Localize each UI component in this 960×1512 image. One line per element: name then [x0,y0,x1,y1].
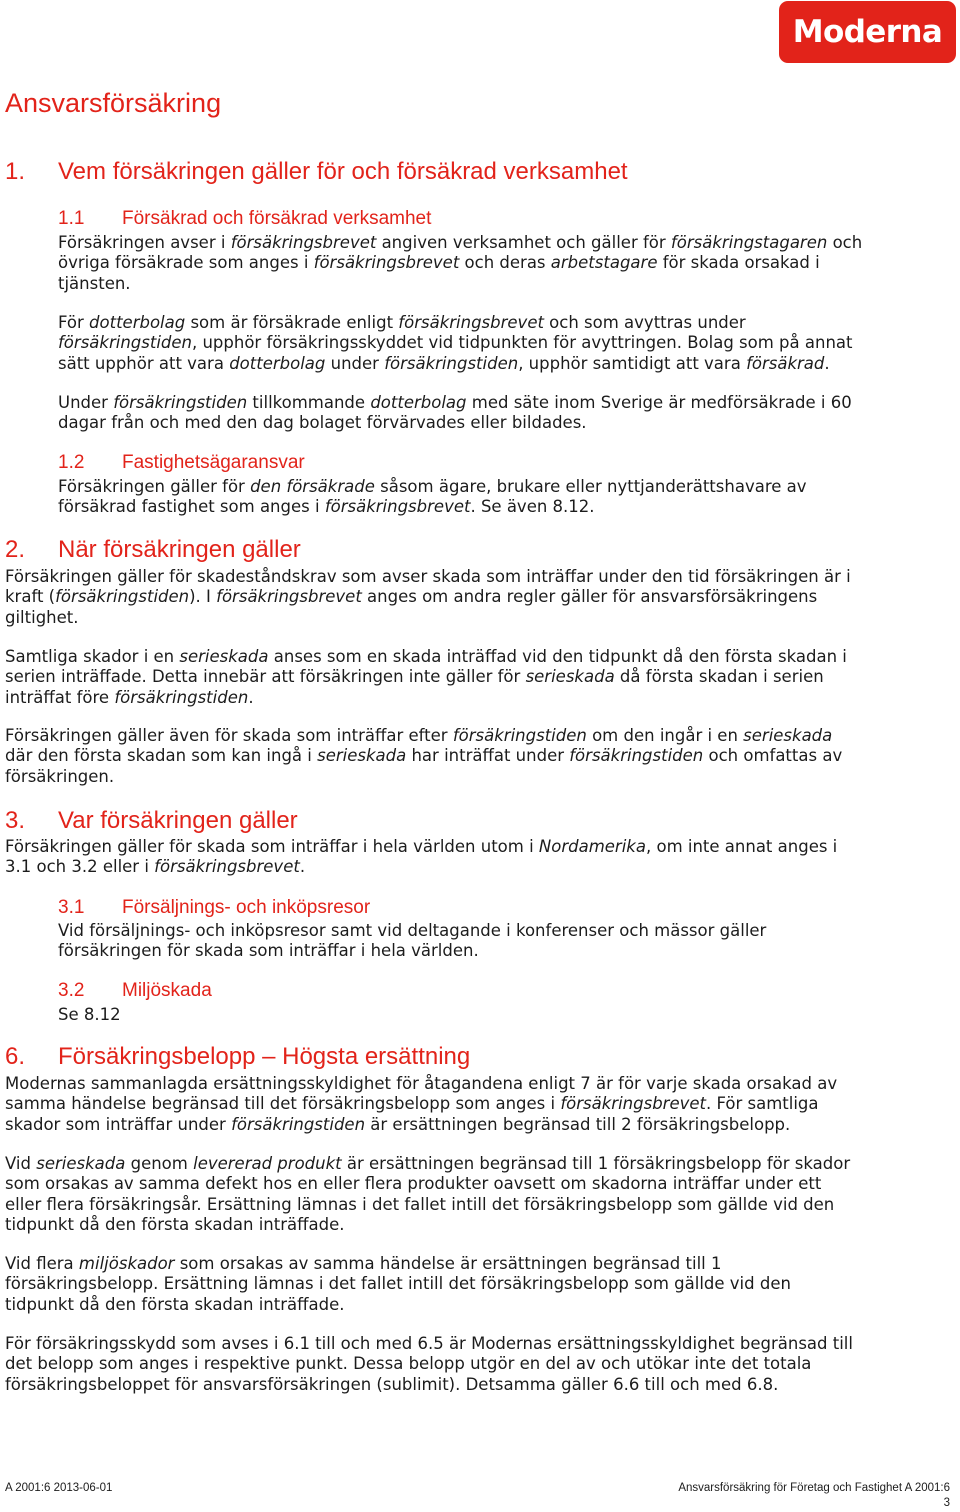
text-run: med säte inom Sverige är medförsäkrade i 60 [466,393,852,412]
defined-term: försäkringstiden [384,353,519,373]
text-run: samma händelse begränsad till det försäkringsbelopp som anges i [5,1094,561,1114]
defined-term: försäkringsbrevet [313,253,460,273]
text-run: skador som inträffar under [5,1114,232,1134]
defined-term: försäkringstiden [452,726,587,745]
text-line [5,1334,853,1354]
text-run: som orsakas av samma händelse är ersättningen begränsad till 1 [174,1254,722,1273]
text-run: som orsakas av samma defekt hos en eller flera produkter oavsett om skadorna inträffar under ett [5,1174,822,1194]
defined-term: försäkringsbrevet [560,1094,706,1114]
subsection-heading [58,207,431,231]
text-line [5,1215,850,1235]
text-line [58,354,853,374]
subsection-heading [58,979,212,1003]
section-title: Vem försäkringen gäller för och försäkrad verksamhet [58,158,628,185]
logo-text: Moderna [792,13,943,50]
text-run: . [299,857,306,877]
subsection-title: Försäljnings- och inköpsresor [122,897,371,918]
text-line [58,333,853,353]
defined-term: arbetstagare [550,253,658,273]
paragraph [5,647,847,708]
page-number: 3 [943,1497,950,1509]
text-line [5,1115,837,1135]
text-line [5,587,851,607]
defined-term: miljöskador [78,1254,175,1273]
text-line [5,1295,791,1315]
text-run: , upphör samtidigt att vara [518,353,747,373]
text-run: försäkringen för skada som inträffar i hela världen. [58,941,479,961]
text-run: Försäkringen gäller för skada som inträffar i hela världen utom i [5,837,539,856]
text-run: och deras [459,253,551,273]
text-run: under [325,353,385,373]
defined-term: försäkringsbrevet [216,587,362,607]
text-run: tidpunkt då den första skadan inträffade. [5,1215,345,1235]
paragraph [58,921,766,962]
text-run: . Se även 8.12. [470,497,595,517]
text-run: Under [58,393,114,412]
paragraph [58,477,807,518]
paragraph [58,233,862,294]
paragraph [5,726,842,787]
section-title: När försäkringen gäller [58,536,301,563]
paragraph [58,1005,121,1025]
defined-term: försäkringstiden [58,333,192,353]
text-run: Vid försäljnings- och inköpsresor samt vid deltagande i konferenser och mässor gäller [58,921,767,940]
paragraph [5,837,837,878]
text-run: där den första skadan som kan ingå i [5,746,318,766]
text-run: och omfattas av [703,746,843,766]
moderna-logo [779,1,956,63]
text-run: Försäkringen avser i [58,233,231,252]
text-run: dagar från och med den dag bolaget förvärvades eller bildades. [58,413,587,433]
subsection-heading [58,896,370,920]
defined-term: dotterbolag [89,313,186,332]
text-run: försäkringsbeloppet för ansvarsförsäkringen (sublimit). Detsamma gäller 6.6 till och med 6.8. [5,1374,779,1394]
text-run: . [824,353,830,373]
text-run: Försäkringen gäller för skadeståndskrav som avser skada som inträffar under den tid försäkringen är i [5,567,851,586]
text-line [5,1154,850,1174]
subsection-title: Miljöskada [122,980,212,1001]
text-line [5,647,847,667]
text-line [5,837,837,857]
text-run: för skada orsakad i [657,253,820,273]
text-run: försäkringen. [5,766,115,786]
text-run: Samtliga skador i en [5,647,180,666]
text-line [5,688,847,708]
text-line [5,746,842,766]
text-run: Vid [5,1154,37,1173]
text-run: angiven verksamhet och gäller för [376,233,671,252]
text-run: För försäkringsskydd som avses i 6.1 till och med 6.5 är Modernas ersättningsskyldighet begränsad till [5,1334,853,1353]
defined-term: försäkringstiden [55,587,190,607]
text-run: sätt upphör att vara [58,353,230,373]
text-run: övriga försäkrade som anges i [58,253,314,273]
text-run: då första skadan i serien [614,667,824,687]
paragraph [5,1074,837,1135]
text-run: och [827,233,863,252]
defined-term: serieskada [317,746,407,766]
section-number: 2. [5,536,26,563]
text-run: giltighet. [5,607,79,627]
defined-term: försäkrad [746,353,825,373]
text-line [58,274,862,294]
text-run: anges om andra regler gäller för ansvarsförsäkringens [361,587,818,607]
section-title: Försäkringsbelopp – Högsta ersättning [58,1043,471,1070]
text-line [5,1094,837,1114]
paragraph [58,313,853,374]
defined-term: försäkringsbrevet [324,497,471,517]
text-line [58,393,852,413]
defined-term: serieskada [743,726,833,745]
text-line [5,1274,791,1294]
defined-term: dotterbolag [229,353,326,373]
section-number: 1. [5,158,26,185]
defined-term: levererad produkt [193,1154,342,1173]
text-line [5,767,842,787]
defined-term: serieskada [525,667,615,687]
subsection-title: Försäkrad och försäkrad verksamhet [122,208,432,229]
text-line [58,1005,121,1025]
text-run: eller flera försäkringsår. Ersättning lämnas i det fallet intill det försäkringsbelopp som gällde vid den [5,1194,835,1214]
defined-term: försäkringstiden [113,393,248,412]
subsection-number: 1.1 [58,208,85,229]
defined-term: Nordamerika [538,837,646,856]
subsection-heading [58,451,305,475]
subsection-number: 3.1 [58,897,85,918]
text-line [58,233,862,253]
text-line [5,608,851,628]
text-run: , upphör försäkringsskyddet vid tidpunkten för avyttringen. Bolag som på annat [191,333,853,353]
defined-term: försäkringstiden [569,746,704,766]
text-line [58,253,862,273]
text-run: försäkringsbelopp. Ersättning lämnas i det fallet intill det försäkringsbelopp som gällde vid den [5,1274,791,1294]
text-run: är ersättningen begränsad till 1 försäkringsbelopp för skador [341,1154,851,1173]
document-title: Ansvarsförsäkring [5,88,222,118]
text-run: Försäkringen gäller för [58,477,251,496]
text-line [5,726,842,746]
defined-term: försäkringstiden [114,687,249,707]
text-run: Se 8.12 [58,1005,121,1024]
text-run: kraft ( [5,587,56,607]
section-heading [5,157,628,187]
subsection-number: 3.2 [58,980,85,1001]
text-run: försäkrad fastighet som anges i [58,497,325,517]
text-line [5,1254,791,1274]
text-line [58,477,807,497]
text-run: . För samtliga [705,1094,819,1114]
text-run: inträffat före [5,687,115,707]
text-run: är ersättningen begränsad till 2 försäkringsbelopp. [365,1114,791,1134]
defined-term: försäkringsbrevet [398,313,544,332]
text-line [58,941,766,961]
text-run: Vid flera [5,1254,79,1273]
text-run: För [58,313,90,332]
paragraph [5,1254,791,1315]
text-line [58,313,853,333]
text-line [5,667,847,687]
text-line [58,413,852,433]
text-run: tillkommande [247,393,371,412]
text-line [5,1174,850,1194]
text-line [5,1195,850,1215]
text-run: om den ingår i en [586,726,744,745]
defined-term: försäkringstiden [231,1114,366,1134]
section-title: Var försäkringen gäller [58,807,298,834]
text-line [5,567,851,587]
defined-term: försäkringsbrevet [230,233,377,252]
footer-document-title: Ansvarsförsäkring för Företag och Fastighet A 2001:6 [678,1482,950,1494]
text-run: tjänsten. [58,273,131,293]
section-heading [5,806,298,836]
paragraph [5,1154,850,1236]
text-run: anses som en skada inträffad vid den tidpunkt då den första skadan i [268,647,847,666]
text-run: som är försäkrade enligt [185,313,399,332]
section-number: 6. [5,1043,26,1070]
text-line [5,1375,853,1395]
text-run: genom [125,1154,194,1173]
text-run: och som avyttras under [543,313,746,332]
text-run: serien inträffade. Detta innebär att försäkringen inte gäller för [5,667,526,687]
footer-document-code: A 2001:6 2013-06-01 [5,1482,113,1494]
defined-term: serieskada [179,647,269,666]
text-line [58,921,766,941]
paragraph [58,393,852,434]
text-run: såsom ägare, brukare eller nyttjanderättshavare av [374,477,807,496]
text-run: . [248,687,254,707]
paragraph [5,567,851,628]
text-line [5,1354,853,1374]
paragraph [5,1334,853,1395]
section-heading [5,535,301,565]
defined-term: dotterbolag [370,393,467,412]
subsection-title: Fastighetsägaransvar [122,452,305,473]
text-run: 3.1 och 3.2 eller i [5,857,155,877]
text-run: har inträffat under [406,746,570,766]
text-run: ). I [189,587,217,607]
text-line [5,1074,837,1094]
defined-term: serieskada [36,1154,126,1173]
section-heading [5,1042,470,1072]
text-run: det belopp som anges i respektive punkt. Dessa belopp utgör en del av och utökar inte det totala [5,1354,812,1374]
defined-term: försäkringsbrevet [154,857,300,877]
text-run: , om inte annat anges i [645,837,838,856]
text-line [58,497,807,517]
text-run: Modernas sammanlagda ersättningsskyldighet för åtagandena enligt 7 är för varje skada orsakad av [5,1074,838,1093]
section-number: 3. [5,807,26,834]
text-run: Försäkringen gäller även för skada som inträffar efter [5,726,453,745]
defined-term: den försäkrade [250,477,375,496]
text-line [5,857,837,877]
text-run: tidpunkt då den första skadan inträffade. [5,1294,345,1314]
subsection-number: 1.2 [58,452,85,473]
defined-term: försäkringstagaren [670,233,828,252]
